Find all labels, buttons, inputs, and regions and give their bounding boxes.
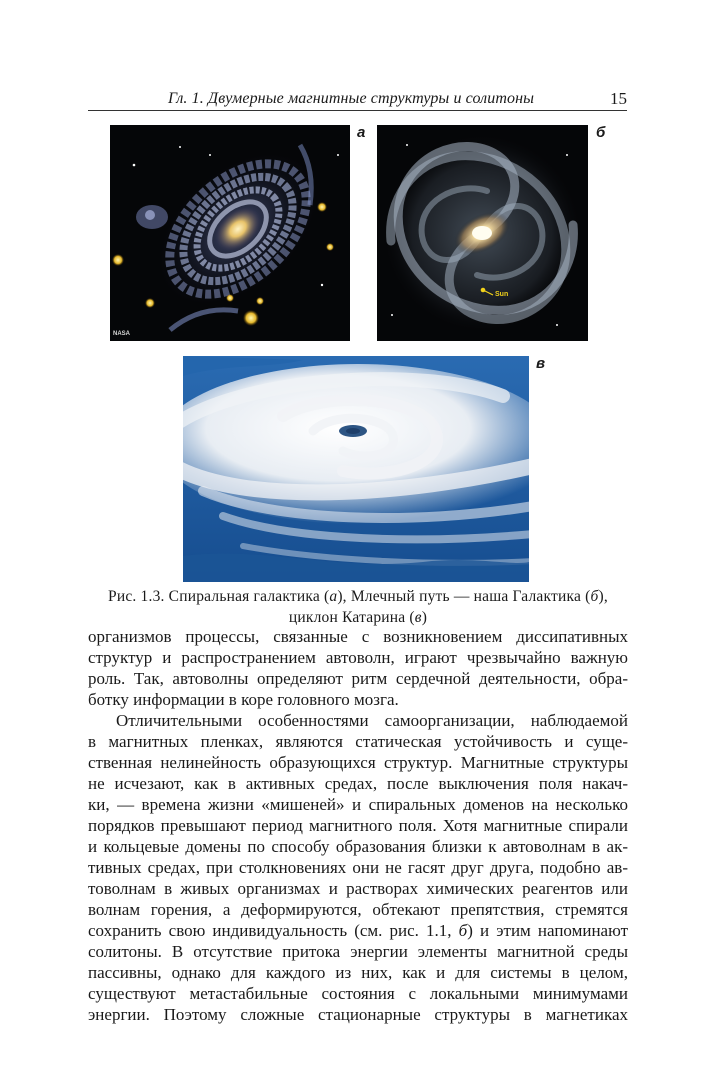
text-line: роль. Так, автоволны определяют ритм сердечной деятельности, обра- — [88, 669, 628, 688]
text-line: не исчезают, как в активных средах, после выключения поля накач- — [88, 774, 628, 793]
figure-caption: Рис. 1.3. Спиральная галактика (а), Млечный путь — наша Галактика (б), циклон Катарина (в) — [108, 588, 608, 626]
text-line: в магнитных пленках, являются статическая устойчивость и суще- — [88, 732, 628, 751]
text-line: энергии. Поэтому сложные стационарные структуры в магнетиках — [88, 1005, 628, 1024]
panel-letter-c: в — [536, 355, 546, 372]
body-text — [88, 626, 628, 1025]
text-line: ботку информации в коре головного мозга. — [88, 690, 399, 709]
figure-panel-b-milky-way — [377, 125, 588, 341]
text-line: существуют метастабильные состояния с локальными минимумами — [88, 984, 628, 1003]
text-line: организмов процессы, связанные с возникновением диссипативных — [88, 627, 628, 646]
text-line: и кольцевые домены по способу образования близки к автоволнам в ак- — [88, 837, 628, 856]
text-line: Отличительными особенностями самоорганизации, наблюдаемой — [116, 711, 628, 730]
sun-marker-label: Sun — [495, 291, 509, 298]
panel-letter-a: а — [357, 124, 366, 141]
figure-panel-c-cyclone — [183, 356, 529, 582]
nasa-credit: NASA — [113, 331, 131, 337]
text-line: волнам горения, а деформируются, обтекают препятствия, стремятся — [88, 900, 628, 919]
text-line: пассивны, однако для каждого из них, как и для системы в целом, — [88, 963, 628, 982]
page-number: 15 — [610, 89, 627, 108]
text-line: ки, — времена жизни «мишеней» и спиральных доменов на несколько — [88, 795, 628, 814]
text-line: порядков превышают период магнитного поля. Хотя магнитные спирали — [88, 816, 628, 835]
text-line: структур и распространением автоволн, играют чрезвычайно важную — [88, 648, 628, 667]
text-line: солитоны. В отсутствие притока энергии элементы магнитной среды — [88, 942, 628, 961]
text-line: ственная нелинейность образующихся структур. Магнитные структуры — [88, 753, 628, 772]
running-title: Гл. 1. Двумерные магнитные структуры и солитоны — [168, 90, 535, 107]
text-line: товолнам в живых организмах и растворах химических реагентов или — [88, 879, 628, 898]
figure-panel-a-spiral-galaxy — [110, 125, 350, 341]
text-line: сохранить свою индивидуальность (см. рис. 1.1, б) и этим напоминают — [88, 921, 629, 940]
text-line: тивных средах, при столкновениях они не гасят друг друга, подобно ав- — [88, 858, 628, 877]
running-header — [88, 88, 627, 111]
panel-letter-b: б — [596, 124, 606, 141]
